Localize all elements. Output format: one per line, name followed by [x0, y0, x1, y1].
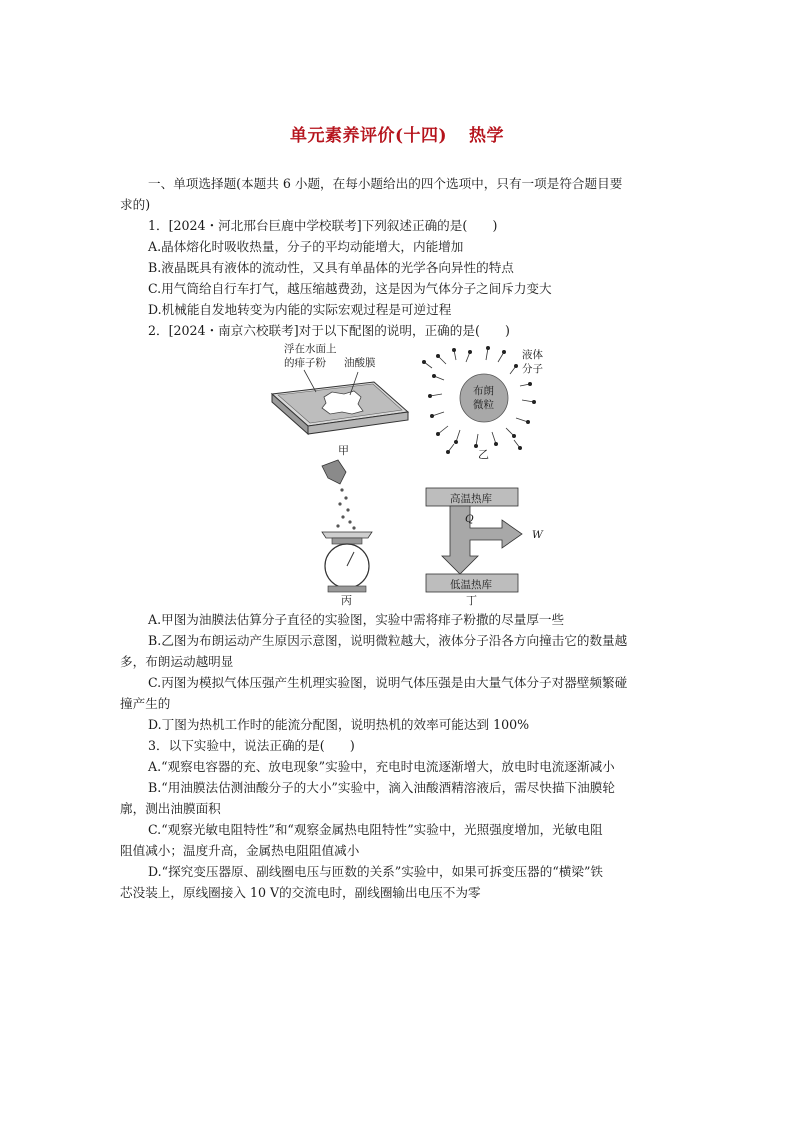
q2-figure [266, 342, 556, 607]
q3-stem: 3．以下实验中，说法正确的是( ) [148, 738, 355, 753]
title-topic: 热学 [469, 126, 505, 146]
ding-cold-label: 低温热库 [450, 579, 492, 591]
bing-label: 丙 [341, 594, 352, 607]
q3-option-d-line-2: 芯没装上，原线圈接入 10 V的交流电时，副线圈输出电压不为零 [120, 885, 481, 900]
q2-option-c-line-1: C.丙图为模拟气体压强产生机理实验图，说明气体压强是由大量气体分子对器壁频繁碰 [148, 675, 628, 690]
scale-pan [322, 532, 372, 538]
q3-option-b-line-1: B.“用油膜法估测油酸分子的大小”实验中，滴入油酸酒精溶液后，需尽快描下油膜轮 [148, 780, 615, 795]
q3-option-d-line-1: D.“探究变压器原、副线圈电压与匝数的关系”实验中，如果可拆变压器的“横梁”铁 [148, 864, 603, 879]
q3-option-b-line-2: 廓，测出油膜面积 [120, 801, 221, 816]
jia-powder-label-2: 的痱子粉 [284, 357, 326, 369]
q2-stem: 2．[2024・南京六校联考]对于以下配图的说明，正确的是( ) [148, 323, 510, 338]
brownian-particle [460, 374, 508, 422]
yi-label: 乙 [478, 448, 489, 461]
pouring-cup [322, 460, 346, 484]
scale-neck [332, 538, 362, 544]
q3-option-c-line-2: 阻值减小；温度升高，金属热电阻阻值减小 [120, 843, 360, 858]
q3-option-c-line-1: C.“观察光敏电阻特性”和“观察金属热电阻特性”实验中，光照强度增加，光敏电阻 [148, 822, 603, 837]
q2-option-a: A.甲图为油膜法估算分子直径的实验图，实验中需将痱子粉撒的尽量厚一些 [148, 612, 565, 627]
q2-figure-svg [266, 342, 556, 607]
figure-yi [422, 346, 543, 461]
ding-heat-label: Q [465, 513, 474, 525]
energy-flow-arrow [442, 506, 522, 574]
q3-option-a: A.“观察电容器的充、放电现象”实验中，充电时电流逐渐增大，放电时电流逐渐减小 [148, 759, 615, 774]
section-heading-line-1: 一、单项选择题(本题共 6 小题，在每小题给出的四个选项中，只有一项是符合题目要 [148, 176, 623, 191]
ding-label: 丁 [466, 594, 477, 607]
q2-option-b-line-1: B.乙图为布朗运动产生原因示意图，说明微粒越大，液体分子沿各方向撞击它的数量越 [148, 633, 628, 648]
yi-particle-label-2: 微粒 [473, 399, 494, 411]
figure-ding [426, 488, 544, 607]
powder-pointer [304, 370, 316, 392]
q1-option-d: D.机械能自发地转变为内能的实际宏观过程是可逆过程 [148, 302, 452, 317]
yi-molecule-label-2: 分子 [522, 363, 543, 375]
oil-film-shape [322, 391, 363, 414]
falling-beans [336, 488, 355, 529]
jia-film-label: 油酸膜 [344, 357, 376, 369]
figure-bing [322, 460, 372, 607]
jia-label: 甲 [338, 444, 349, 457]
figure-jia [272, 342, 408, 457]
ding-hot-label: 高温热库 [450, 493, 492, 505]
q1-option-c: C.用气筒给自行车打气，越压缩越费劲，这是因为气体分子之间斥力变大 [148, 281, 552, 296]
scale-base [328, 586, 366, 592]
jia-powder-label-1: 浮在水面上 [284, 343, 337, 355]
ding-work-label: W [532, 529, 543, 541]
q1-option-a: A.晶体熔化时吸收热量，分子的平均动能增大，内能增加 [148, 239, 464, 254]
title-main: 单元素养评价(十四) [289, 126, 448, 146]
yi-particle-label-1: 布朗 [473, 385, 494, 397]
page-title [0, 121, 794, 146]
q2-option-b-line-2: 多，布朗运动越明显 [120, 654, 234, 669]
section-heading-line-2: 求的) [120, 197, 151, 212]
q1-option-b: B.液晶既具有液体的流动性，又具有单晶体的光学各向异性的特点 [148, 260, 514, 275]
q1-stem: 1．[2024・河北邢台巨鹿中学校联考]下列叙述正确的是( ) [148, 218, 498, 233]
q2-option-c-line-2: 撞产生的 [120, 696, 171, 711]
yi-molecule-label-1: 液体 [522, 349, 543, 361]
q2-option-d: D.丁图为热机工作时的能流分配图，说明热机的效率可能达到 100% [148, 717, 530, 732]
